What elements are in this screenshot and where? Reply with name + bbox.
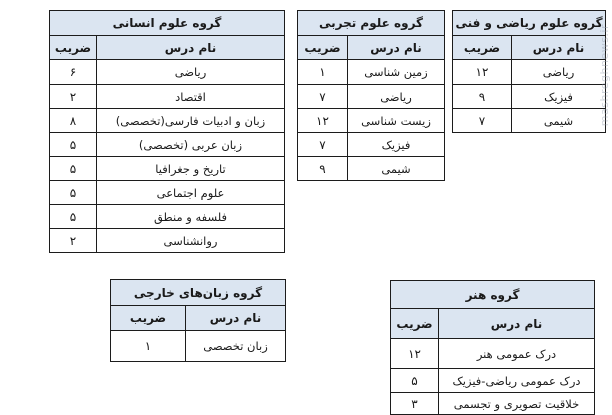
coefficient: ۹ bbox=[298, 157, 348, 181]
course-name: فلسفه و منطق bbox=[97, 205, 285, 229]
coefficient: ۵ bbox=[50, 133, 97, 157]
table-row bbox=[50, 85, 285, 109]
course-name: شیمی bbox=[512, 109, 606, 133]
column-header-coefficient: ضریب bbox=[50, 36, 97, 60]
course-name: ریاضی bbox=[97, 60, 285, 85]
table-title: گروه علوم انسانی bbox=[50, 11, 285, 36]
table-row bbox=[453, 85, 606, 109]
column-header-course-name: نام درس bbox=[348, 36, 445, 60]
coefficient: ۳ bbox=[391, 393, 439, 415]
column-header-course-name: نام درس bbox=[439, 309, 595, 339]
coefficient: ۷ bbox=[298, 133, 348, 157]
table-row bbox=[50, 229, 285, 253]
course-name: زمین شناسی bbox=[348, 60, 445, 85]
course-name: خلاقیت تصویری و تجسمی bbox=[439, 393, 595, 415]
coefficient: ۵ bbox=[50, 181, 97, 205]
course-name: زیست شناسی bbox=[348, 109, 445, 133]
course-name: علوم اجتماعی bbox=[97, 181, 285, 205]
column-header-coefficient: ضریب bbox=[298, 36, 348, 60]
coefficient: ۱ bbox=[298, 60, 348, 85]
coefficient: ۲ bbox=[50, 229, 97, 253]
table-row bbox=[50, 181, 285, 205]
course-name: درک عمومی هنر bbox=[439, 339, 595, 369]
column-header-course-name: نام درس bbox=[186, 306, 286, 331]
course-name: ریاضی bbox=[512, 60, 606, 85]
course-name: اقتصاد bbox=[97, 85, 285, 109]
table-row bbox=[111, 331, 286, 362]
column-header-course-name: نام درس bbox=[97, 36, 285, 60]
course-name: تاریخ و جغرافیا bbox=[97, 157, 285, 181]
coefficient: ۷ bbox=[298, 85, 348, 109]
table-foreign-languages bbox=[110, 279, 286, 362]
course-name: زبان عربی (تخصصی) bbox=[97, 133, 285, 157]
course-name: زبان تخصصی bbox=[186, 331, 286, 362]
table-row bbox=[50, 157, 285, 181]
column-header-course-name: نام درس bbox=[512, 36, 606, 60]
course-name: روانشناسی bbox=[97, 229, 285, 253]
table-row bbox=[298, 85, 445, 109]
table-math-tech bbox=[452, 10, 606, 133]
table-experimental-sciences bbox=[297, 10, 445, 181]
coefficient: ۶ bbox=[50, 60, 97, 85]
table-row bbox=[298, 60, 445, 85]
coefficient: ۱۲ bbox=[391, 339, 439, 369]
table-row bbox=[298, 133, 445, 157]
course-name: زبان و ادبیات فارسی(تخصصی) bbox=[97, 109, 285, 133]
course-name: ریاضی bbox=[348, 85, 445, 109]
course-name: درک عمومی ریاضی-فیزیک bbox=[439, 369, 595, 393]
table-title: گروه علوم ریاضی و فنی bbox=[453, 11, 606, 36]
coefficient: ۵ bbox=[50, 157, 97, 181]
coefficient: ۸ bbox=[50, 109, 97, 133]
table-title: گروه هنر bbox=[391, 281, 595, 309]
course-name: فیزیک bbox=[512, 85, 606, 109]
table-row bbox=[50, 109, 285, 133]
table-row bbox=[453, 60, 606, 85]
coefficient: ۱۲ bbox=[453, 60, 512, 85]
table-row bbox=[298, 109, 445, 133]
table-row bbox=[298, 157, 445, 181]
coefficient: ۵ bbox=[50, 205, 97, 229]
table-title: گروه زبان‌های خارجی bbox=[111, 280, 286, 306]
coefficient: ۹ bbox=[453, 85, 512, 109]
coefficient: ۲ bbox=[50, 85, 97, 109]
coefficient: ۵ bbox=[391, 369, 439, 393]
coefficient: ۷ bbox=[453, 109, 512, 133]
table-row bbox=[391, 369, 595, 393]
coefficient: ۱ bbox=[111, 331, 186, 362]
table-row bbox=[453, 109, 606, 133]
table-row bbox=[391, 339, 595, 369]
table-humanities bbox=[49, 10, 285, 253]
table-row bbox=[391, 393, 595, 415]
column-header-coefficient: ضریب bbox=[453, 36, 512, 60]
table-row bbox=[50, 205, 285, 229]
table-title: گروه علوم تجربی bbox=[298, 11, 445, 36]
table-row bbox=[50, 60, 285, 85]
table-row bbox=[50, 133, 285, 157]
course-name: فیزیک bbox=[348, 133, 445, 157]
watermark-text: mashreghnews.ir bbox=[598, 24, 611, 127]
column-header-coefficient: ضریب bbox=[391, 309, 439, 339]
coefficient: ۱۲ bbox=[298, 109, 348, 133]
column-header-coefficient: ضریب bbox=[111, 306, 186, 331]
table-art bbox=[390, 280, 595, 415]
course-name: شیمی bbox=[348, 157, 445, 181]
